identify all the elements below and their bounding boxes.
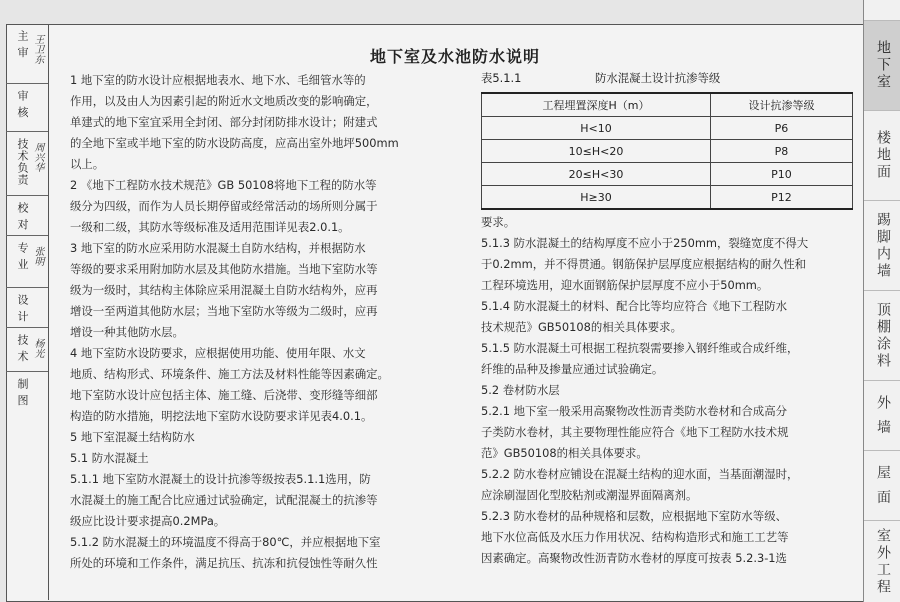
title-block [6, 24, 49, 600]
table-cell: 10≤H<20 [482, 140, 711, 163]
title-block-cell [6, 288, 48, 328]
tab-skirting-interior-wall[interactable]: 踢脚内墙 [864, 200, 900, 290]
text-line: 5.2 卷材防水层 [481, 383, 560, 397]
title-block-label: 审 核 [16, 90, 29, 119]
table-header: 设计抗渗等级 [710, 93, 852, 117]
text-line: 技术规范》GB50108的相关具体要求。 [481, 320, 682, 334]
text-line: 地下室防水设计应包括主体、施工缝、后浇带、变形缝等细部 [70, 388, 378, 402]
table-title: 防水混凝土设计抗渗等级 [595, 71, 721, 85]
table-row [482, 117, 853, 140]
title-block-cell [6, 24, 48, 84]
text-line: 5.2.3 防水卷材的品种规格和层数，应根据地下室防水等级、 [481, 509, 787, 523]
table-number: 表5.1.1 [481, 71, 522, 85]
text-line: 增设一至两道其他防水层；当地下室防水等级为二级时，应再 [70, 304, 378, 318]
tab-floor[interactable]: 楼地面 [864, 110, 900, 200]
table-row [482, 163, 853, 186]
text-line: 地下水位高低及水压力作用状况、结构构造形式和施工工艺等 [481, 530, 789, 544]
text-line: 2 《地下工程防水技术规范》GB 50108将地下工程的防水等 [70, 178, 377, 192]
table-row [482, 140, 853, 163]
text-line: 5.1.2 防水混凝土的环境温度不得高于80℃，并应根据地下室 [70, 535, 381, 549]
text-line: 级分为四级，而作为人员长期停留或经常活动的场所则分属于 [70, 199, 378, 213]
text-line: 因素确定。高聚物改性沥青防水卷材的厚度可按表 5.2.3-1选 [481, 551, 787, 565]
table-cell: H≥30 [482, 186, 711, 210]
text-line: 级应比设计要求提高0.2MPa。 [70, 514, 226, 528]
text-line: 5 地下室混凝土结构防水 [70, 430, 195, 444]
table-cell: 20≤H<30 [482, 163, 711, 186]
text-line: 以上。 [70, 157, 105, 171]
text-line: 1 地下室的防水设计应根据地表水、地下水、毛细管水等的 [70, 73, 366, 87]
text-line: 5.2.1 地下室一般采用高聚物改性沥青类防水卷材和合成高分 [481, 404, 787, 418]
table-cell: P10 [710, 163, 852, 186]
title-block-label: 设 计 [16, 294, 29, 323]
text-line: 所处的环境和工作条件，满足抗压、抗冻和抗侵蚀性等耐久性 [70, 556, 378, 570]
text-line: 纤维的品种及掺量应通过试验确定。 [481, 362, 664, 376]
text-line: 于0.2mm，并不得贯通。钢筋保护层厚度应根据结构的耐久性和 [481, 257, 807, 271]
title-block-cell [6, 84, 48, 132]
signature: 杨光 [32, 338, 43, 358]
signature: 周兴华 [32, 142, 43, 172]
text-line: 单建式的地下室宜采用全封闭、部分封闭防排水设计；附建式 [70, 115, 378, 129]
title-block-label: 技术负责 [16, 138, 29, 186]
title-block-label: 技 术 [16, 334, 29, 363]
tab-ceiling-coating[interactable]: 顶棚涂料 [864, 290, 900, 380]
text-line: 4 地下室防水设防要求，应根据使用功能、使用年限、水文 [70, 346, 366, 360]
signature: 王卫东 [32, 34, 43, 64]
text-line: 地质、结构形式、环境条件、施工方法及材料性能等因素确定。 [70, 367, 389, 381]
text-line: 工程环境选用，迎水面钢筋保护层厚度不应小于50mm。 [481, 278, 769, 292]
signature: 张明 [32, 246, 43, 266]
right-text-column [481, 212, 853, 569]
title-block-label: 校 对 [16, 202, 29, 231]
text-line: 等级的要求采用附加防水层及其他防水措施。当地下室防水等 [70, 262, 378, 276]
text-line: 5.2.2 防水卷材应铺设在混凝土结构的迎水面，当基面潮湿时， [481, 467, 799, 481]
text-line: 5.1.3 防水混凝土的结构厚度不应小于250mm，裂缝宽度不得大 [481, 236, 809, 250]
table-cell: P8 [710, 140, 852, 163]
impermeability-table [481, 92, 853, 210]
title-block-label: 专 业 [16, 242, 29, 271]
tab-exterior-wall[interactable]: 外 墙 [864, 380, 900, 450]
title-block-cell [6, 132, 48, 196]
title-block-label: 主 审 [16, 30, 29, 59]
title-block-label: 制 图 [16, 378, 29, 407]
text-line: 的全地下室或半地下室的防水设防高度，应高出室外地坪500mm [70, 136, 399, 150]
tab-basement[interactable]: 地下室 [864, 20, 900, 110]
text-line: 5.1.5 防水混凝土可根据工程抗裂需要掺入钢纤维或合成纤维， [481, 341, 799, 355]
text-line: 要求。 [481, 215, 516, 229]
text-line: 5.1.4 防水混凝土的材料、配合比等均应符合《地下工程防水 [481, 299, 787, 313]
text-line: 应涂刷湿固化型胶粘剂或潮湿界面隔离剂。 [481, 488, 698, 502]
text-line: 5.1 防水混凝土 [70, 451, 149, 465]
text-line: 构造的防水措施，明挖法地下室防水设防要求详见表4.0.1。 [70, 409, 373, 423]
text-line: 水混凝土的施工配合比应通过试验确定，试配混凝土的抗渗等 [70, 493, 378, 507]
text-line: 作用，以及由人为因素引起的附近水文地质改变的影响确定， [70, 94, 378, 108]
table-header: 工程埋置深度H（m） [482, 93, 711, 117]
table-header-row [482, 93, 853, 117]
text-line: 范》GB50108的相关具体要求。 [481, 446, 648, 460]
text-line: 级为一级时，其结构主体除应采用混凝土自防水结构外，应再 [70, 283, 378, 297]
section-tabs [863, 0, 900, 602]
text-line: 增设一种其他防水层。 [70, 325, 184, 339]
title-block-cell [6, 196, 48, 236]
table-cell: P12 [710, 186, 852, 210]
table-row [482, 186, 853, 210]
document-title: 地下室及水池防水说明 [370, 47, 541, 66]
text-line: 一级和二级，其防水等级标准及适用范围详见表2.0.1。 [70, 220, 350, 234]
table-caption [481, 70, 720, 86]
title-block-cell [6, 328, 48, 372]
text-line: 5.1.1 地下室防水混凝土的设计抗渗等级按表5.1.1选用，防 [70, 472, 371, 486]
tab-outdoor-works[interactable]: 室外工程 [864, 520, 900, 602]
text-line: 子类防水卷材，其主要物理性能应符合《地下工程防水技术规 [481, 425, 789, 439]
table-cell: P6 [710, 117, 852, 140]
tab-roof[interactable]: 屋 面 [864, 450, 900, 520]
title-block-cell [6, 236, 48, 288]
title-block-cell [6, 372, 48, 412]
table-cell: H<10 [482, 117, 711, 140]
text-line: 3 地下室的防水应采用防水混凝土自防水结构，并根据防水 [70, 241, 366, 255]
left-text-column [70, 70, 448, 574]
